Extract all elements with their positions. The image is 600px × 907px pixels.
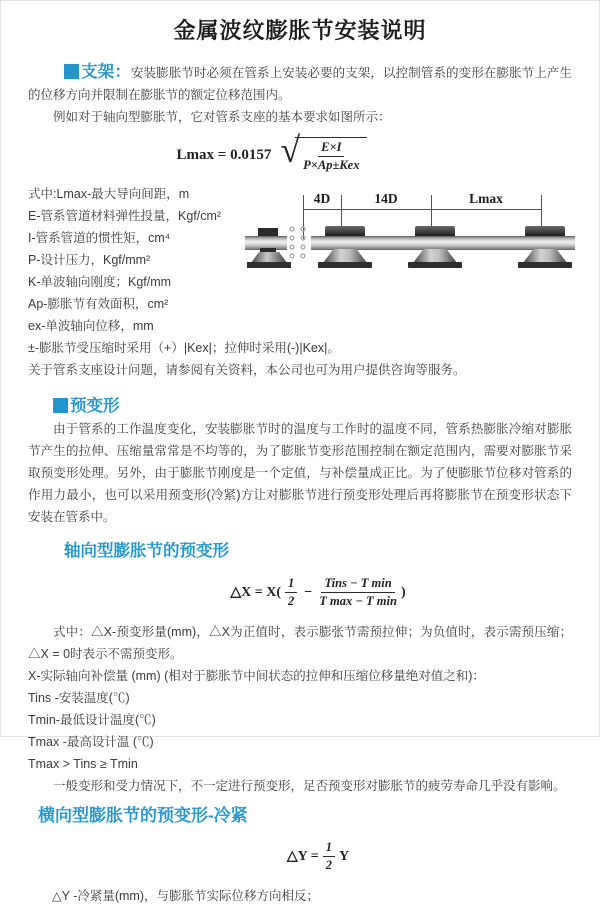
axial-note-line: 一般变形和受力情况下，不一定进行预变形，足否预变形对膨胀节的疲劳寿命几乎没有影响。 (53, 779, 566, 793)
fraction-denominator: 2 (325, 858, 332, 872)
axial-definitions (28, 621, 572, 797)
axial-where-paragraph: 式中：△X-预变形量(mm)，△X为正值时，表示膨张节需预拉伸；为负值时，表示需预压缩；△X = 0时表示不需预变形。 (28, 625, 572, 661)
temperature-fraction (319, 576, 397, 609)
fraction-denominator: T max − T min (319, 594, 397, 608)
formula-rhs: Y (338, 848, 350, 864)
lmax-formula (0, 130, 544, 173)
support-base (318, 262, 372, 268)
fraction-numerator: Tins − T min (321, 576, 394, 593)
lateral-preform-formula (46, 840, 590, 873)
fraction-denominator: P×Ap±Kex (303, 158, 360, 172)
definition-line: Tmax > Tins ≥ Tmin (28, 757, 138, 771)
sqrt-body (295, 137, 367, 173)
sqrt-radical-glyph: √ (280, 130, 301, 170)
pipe-support-icon (517, 192, 573, 288)
axial-subsection-heading: 轴向型膨胀节的预变形 (64, 542, 229, 560)
lateral-definition-line: △Y -冷紧量(mm)，与膨胀节实际位移方向相反； (52, 889, 320, 903)
definition-line: Ap-膨胀节有效面积，cm² (28, 297, 169, 311)
support-intro-paragraph (28, 61, 572, 106)
minus-operator: − (304, 584, 313, 600)
definition-line: E-管系管道材料弹性投量，Kgf/cm² (28, 209, 222, 223)
support-base (518, 262, 572, 268)
section-marker-icon (64, 64, 79, 79)
definition-line: 关于管系支座设计问题，请参阅有关资料，本公司也可为用户提供咨询等服务。 (28, 363, 466, 377)
sqrt-fraction (303, 140, 359, 173)
definition-line: I-管系管道的惯性矩，cm⁴ (28, 231, 171, 245)
anchor-support-icon (245, 192, 297, 288)
formula-lhs: △Y = (286, 849, 319, 864)
section-marker-icon (53, 398, 68, 413)
formula-lhs: Lmax = 0.0157 (176, 146, 272, 163)
lateral-subsection-heading: 横向型膨胀节的预变形-冷紧 (38, 806, 248, 825)
half-fraction (323, 840, 335, 873)
half-fraction (285, 576, 297, 609)
preform-body-paragraph: 由于管系的工作温度变化，安装膨胀节时的温度与工作时的温度不同，管系热膨胀冷缩对膨胀节产生的拉伸、压缩量常常是不均等的，为了膨胀节变形范围控制在额定范围内，需要对膨胀节采取预变形处理。另外，由于膨胀节刚度是一个定值，与补偿量成正比。为了使膨胀节位移对管系的作用力最小，也可以采用预变形(冷紧)方让对膨胀节进行预变形处理后再将膨胀节在预变形状态下安装在管系中。 (28, 422, 572, 524)
definition-line: Tins -安装温度(℃) (28, 691, 130, 705)
definition-line: Tmin-最低设计温度(℃) (28, 713, 156, 727)
formula-rhs: ) (400, 584, 406, 600)
support-cap (325, 226, 365, 236)
anchor-clamp (258, 228, 278, 236)
support-example-line: 例如对于轴向型膨胀节，它对管系支座的基本要求如图所示： (53, 110, 391, 124)
support-pedestal (323, 249, 367, 263)
support-cap (525, 226, 565, 236)
fraction-numerator: E×I (318, 140, 344, 157)
definition-line: ±-膨胀节受压缩时采用（+）|Kex|；拉伸时采用(-)|Kex|。 (28, 341, 340, 355)
definition-line: K-单波轴向刚度；Kgf/mm (28, 275, 172, 289)
dimension-label-4d: 4D (313, 191, 331, 206)
support-base (408, 262, 462, 268)
formula-lhs: △X = X( (230, 585, 281, 600)
preform-section-heading: 预变形 (70, 397, 120, 415)
support-intro-text: 安装膨胀节时必须在管系上安装必要的支架，以控制管系的变形在膨胀节上产生的位移方向并限制在膨胀节的额定位移范围内。 (28, 66, 572, 102)
definition-line: ex-单波轴向位移，mm (28, 319, 154, 333)
definition-line: Tmax -最高设计温 (℃) (28, 735, 154, 749)
definition-line: X-实际轴向补偿量 (mm) (相对于膨胀节中间状态的拉伸和压缩位移量绝对值之和)： (28, 669, 485, 683)
definition-line: P-设计压力，Kgf/mm² (28, 253, 151, 267)
anchor-base (247, 262, 291, 268)
where-line: 式中:Lmax-最大导向间距，m (28, 187, 190, 201)
support-section-heading: 支架： (81, 63, 131, 81)
pipe-support-icon (407, 192, 463, 288)
page-title: 金属波纹膨胀节安装说明 (173, 18, 427, 43)
fraction-numerator: 1 (323, 840, 335, 857)
support-pedestal (523, 249, 567, 263)
pipe-support-icon (317, 192, 373, 288)
support-cap (415, 226, 455, 236)
fraction-numerator: 1 (285, 576, 297, 593)
support-pedestal (413, 249, 457, 263)
preform-heading-line (28, 395, 572, 418)
dimension-label-lmax: Lmax (469, 191, 503, 206)
axial-preform-formula (46, 576, 590, 609)
fraction-denominator: 2 (288, 594, 295, 608)
support-spacing-diagram (245, 192, 597, 288)
dimension-label-14d: 14D (374, 191, 398, 206)
